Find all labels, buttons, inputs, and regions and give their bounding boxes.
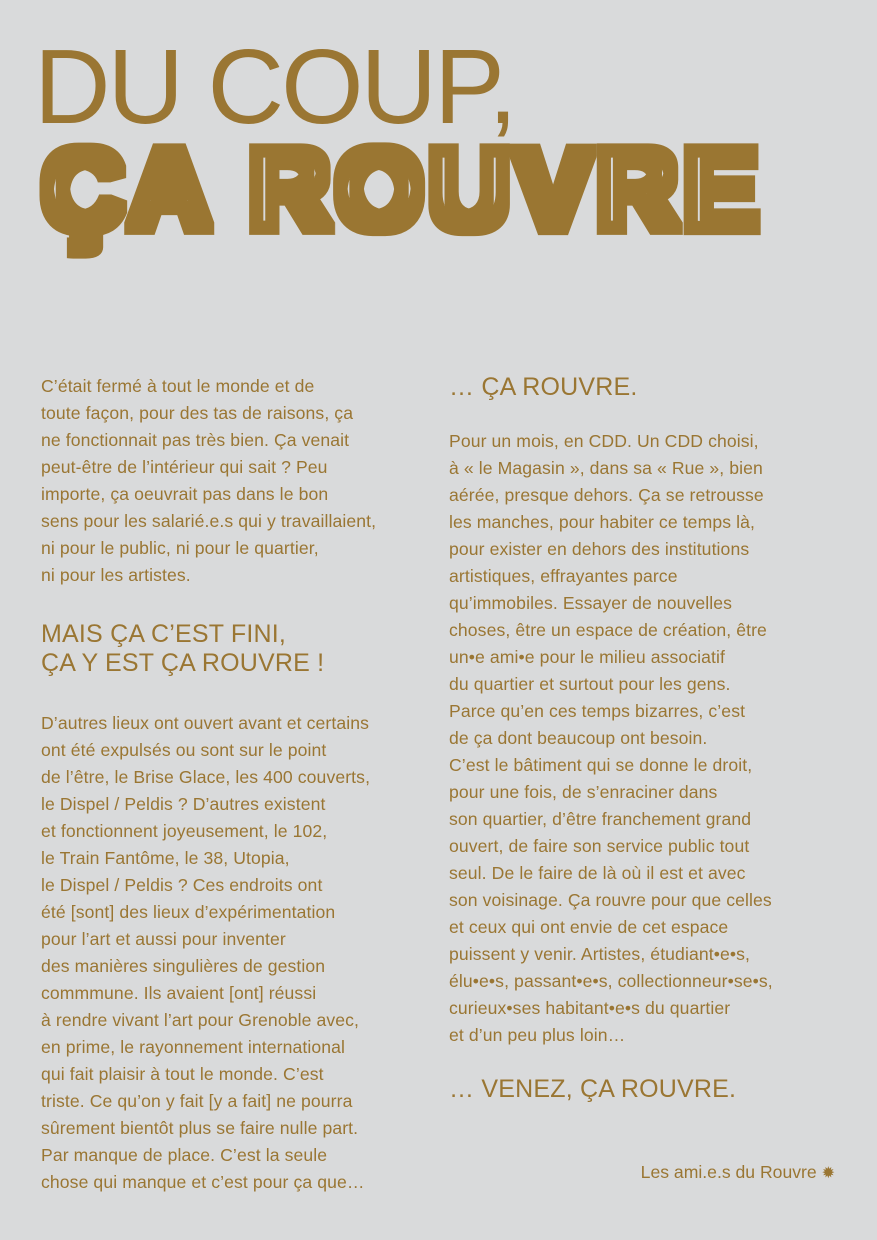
- right-heading-2: … VENEZ, ÇA ROUVRE.: [449, 1075, 737, 1103]
- title-line-2-text: ÇA ROUVRE: [42, 127, 764, 252]
- title-line-2-shape: [42, 127, 764, 252]
- right-paragraph-1: Pour un mois, en CDD. Un CDD choisi, à « le Magasin », dans sa « Rue », bien aérée, presque dehors. Ça se retrousse les manches, pour habiter ce temps là, pour exister en dehors des institutions artistiques, effrayantes parce qu’immobiles. Essayer de nouvelles choses, être un espace de création, être un•e ami•e pour le milieu associatif du quartier et surtout pour les gens. Parce qu’en ces temps bizarres, c’est de ça dont beaucoup ont besoin. C’est le bâtiment qui se donne le droit, pour une fois, de s’enraciner dans son quartier, d’être franchement grand ouvert, de faire son service public tout seul. De le faire de là où il est et avec son voisinage. Ça rouvre pour que celles et ceux qui ont envie de cet espace puissent y venir. Artistes, étudiant•e•s, élu•e•s, passant•e•s, collectionneur•se•s, curieux•ses habitant•e•s du quartier et d’un peu plus loin…: [449, 431, 773, 1045]
- sun-burst-icon: ✹: [821, 1165, 835, 1182]
- title-line-1: DU COUP,: [34, 28, 515, 146]
- left-paragraph-2: D’autres lieux ont ouvert avant et certains ont été expulsés ou sont sur le point de l’être, le Brise Glace, les 400 couverts, le Dispel / Peldis ? D’autres existent et fonctionnent joyeusement, le 102, le Train Fantôme, le 38, Utopia, le Dispel / Peldis ? Ces endroits ont été [sont] des lieux d’expérimentation pour l’art et aussi pour inventer des manières singulières de gestion commmune. Ils avaient [ont] réussi à rendre vivant l’art pour Grenoble avec, en prime, le rayonnement international qui fait plaisir à tout le monde. C’est triste. Ce qu’on y fait [y a fait] ne pourra sûrement bientôt plus se faire nulle part. Par manque de place. C’est la seule chose qui manque et c’est pour ça que…: [41, 713, 371, 1192]
- signature-text: Les ami.e.s du Rouvre: [640, 1162, 817, 1182]
- title-line-2-outline: [0, 110, 877, 270]
- right-heading-1: … ÇA ROUVRE.: [449, 373, 638, 401]
- right-column: [449, 373, 849, 1104]
- signature: [641, 1159, 835, 1187]
- left-paragraph-1: C’était fermé à tout le monde et de toute façon, pour des tas de raisons, ça ne fonctionnait pas très bien. Ça venait peut-être de l’intérieur qui sait ? Peu importe, ça oeuvrait pas dans le bon sens pour les salarié.e.s qui y travaillaient, ni pour le public, ni pour le quartier, ni pour les artistes.: [41, 376, 377, 585]
- left-column: [41, 373, 441, 1196]
- left-heading: MAIS ÇA C’EST FINI, ÇA Y EST ÇA ROUVRE !: [41, 620, 325, 677]
